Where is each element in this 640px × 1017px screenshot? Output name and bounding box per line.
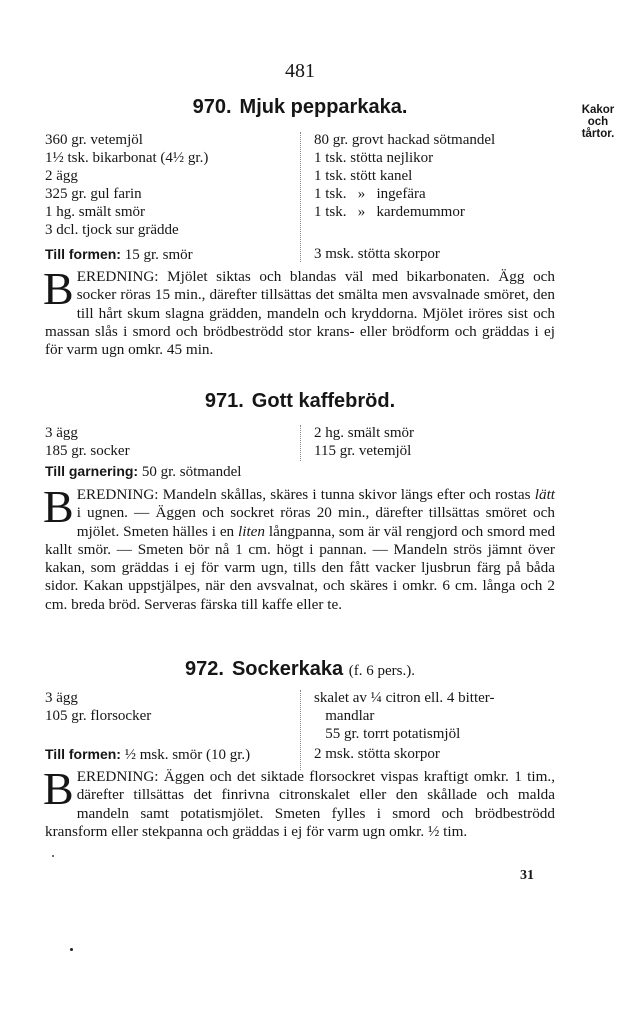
ingredient-line: 1 hg. smält smör [45,204,145,220]
ingredient-line: 2 hg. smält smör [314,425,414,441]
till-formen-970 [45,246,193,264]
ingredient-line: 55 gr. torrt potatismjöl [314,726,461,742]
method-971 [43,481,556,614]
ingredient-line: 3 ägg [45,425,78,441]
ingredients-left-972 [45,689,151,725]
ingredient-line: skalet av ¼ citron ell. 4 bitter- [314,690,495,706]
recipe-number: 970. [192,96,232,118]
ingredients-right-972 [314,689,494,743]
ingredients-left-971 [45,424,130,460]
ingredients-right-971 [314,424,414,460]
till-value: 15 gr. smör [124,247,193,263]
ingredient-line: 3 dcl. tjock sur grädde [45,222,179,238]
till-label: Till formen: [45,746,121,762]
ingredient-line: 2 ägg [45,168,78,184]
signature-mark: 31 [520,868,534,883]
page-number: 481 [285,60,315,82]
method-text: Äggen och det siktade florsockret vispas kraftigt omkr. 1 tim., därefter tillsättas det finrivna citronskalet eller den skållade och malda mandeln samt potatismjölet. Smeten fylles i smord och brödbeströdd kransform eller stekpanna och gräddas i ej för varm ugn omkr. ½ tim. [45,768,556,840]
recipe-name: Mjuk pepparkaka. [239,96,408,118]
method-emphasis: lätt [534,486,556,503]
ingredient-line: 360 gr. vetemjöl [45,132,143,148]
till-label: Till formen: [45,246,121,262]
method-label: EREDNING: [76,268,159,285]
ingredients-left-970 [45,131,208,239]
method-text: i ugnen. — Äggen och sockret röras 20 min., därefter tillsättas smöret och mjölet. Smeten hälles i en [76,504,555,540]
recipe-title-972 [0,658,600,681]
ingredient-line: 1 tsk. » kardemummor [314,204,465,220]
till-value: 50 gr. sötmandel [141,464,242,480]
method-text: Mjölet siktas och blandas väl med bikarbonaten. Ägg och socker röras 15 min., därefter tillsättas det smälta men avsvalnade smöret, den till hårt skum slagna grädden, mandeln och kryddorna. Mjölet iröres sist och massan slås i smord och brödbeströdd stor krans- eller brödform och gräddas i ej för varm ugn omkr. 45 min. [45,268,555,359]
column-divider [300,132,301,262]
column-divider [300,425,301,461]
method-text: långpanna, som är väl rengjord och smord med kallt smör. — Smeten bör nå 1 cm. högt i pannan. — Mandeln strös jämnt över kakan, som gräddas i ej för varm ugn, tills den fått vacker ljusbrun färg på båda sidor. Kakan uppstjälpes, när den avsvalnat, och skäres i omkr. 6 cm. långa och 2 cm. breda bröd. Serveras färska till kaffe eller te. [45,522,556,613]
drop-cap: B [43,763,74,814]
recipe-number: 971. [204,390,244,412]
till-right-972: 2 msk. stötta skorpor [314,746,440,762]
till-formen-972 [45,746,250,764]
print-speck [70,948,73,951]
method-972 [43,763,556,841]
print-speck [52,855,54,857]
recipe-number: 972. [185,658,224,680]
drop-cap: B [43,263,74,314]
ingredient-line: 325 gr. gul farin [45,186,142,202]
side-label-line: tårtor. [581,128,615,140]
recipe-name: Sockerkaka [231,658,344,680]
ingredient-line: 80 gr. grovt hackad sötmandel [314,132,496,148]
drop-cap: B [43,481,74,532]
ingredient-line: 1 tsk. stötta nejlikor [314,150,434,166]
ingredient-line: 1 tsk. » ingefära [314,186,426,202]
recipe-note: (f. 6 pers.). [348,663,415,679]
ingredient-line: 3 ägg [45,690,78,706]
recipe-name: Gott kaffebröd. [251,390,396,412]
ingredients-right-970 [314,131,495,221]
side-label-line: Kakor [581,104,615,116]
ingredient-line: 185 gr. socker [45,443,130,459]
till-label: Till garnering: [45,463,139,479]
ingredient-line: 105 gr. florsocker [45,708,152,724]
recipe-title-970 [0,96,600,119]
method-text: Mandeln skållas, skäres i tunna skivor längs efter och rostas [162,486,531,503]
ingredient-line: 115 gr. vetemjöl [314,443,412,459]
ingredient-line: 1 tsk. stött kanel [314,168,413,184]
ingredient-line: 1½ tsk. bikarbonat (4½ gr.) [45,150,209,166]
recipe-title-971 [0,390,600,413]
method-emphasis: liten [238,522,265,540]
till-right-970: 3 msk. stötta skorpor [314,246,440,262]
method-label: EREDNING: [76,486,159,503]
ingredient-line: mandlar [314,708,375,724]
till-value: ½ msk. smör (10 gr.) [124,747,251,763]
side-label-line: och [587,116,609,128]
method-970 [43,263,555,359]
till-garnering-971 [45,463,241,481]
method-label: EREDNING: [76,768,159,785]
column-divider [300,690,301,770]
